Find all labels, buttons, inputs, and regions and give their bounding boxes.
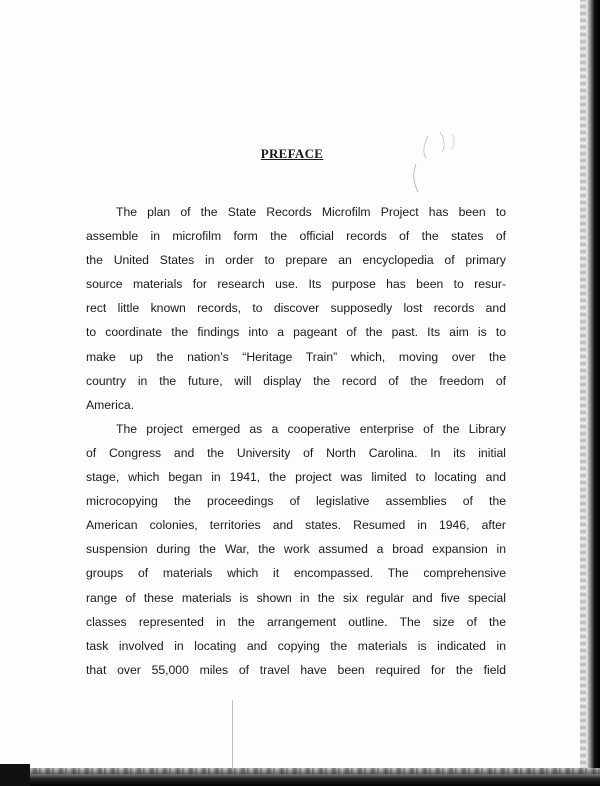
text-line: to coordinate the findings into a pageant of the past. Its aim is to [86, 325, 506, 340]
page-title: PREFACE [260, 146, 324, 161]
text-line: that over 55,000 miles of travel have been required for the field [86, 662, 506, 677]
scan-edge-right [586, 0, 600, 786]
text-line: classes represented in the arrangement outline. The size of the [86, 614, 506, 629]
paragraph-2 [86, 417, 506, 682]
text-line: make up the nation's “Heritage Train” which, moving over the [86, 349, 506, 364]
scan-crease-line [232, 700, 233, 770]
text-line: range of these materials is shown in the six regular and five special [86, 590, 506, 605]
text-line: of Congress and the University of North Carolina. In its initial [86, 445, 506, 460]
preface-body [86, 200, 506, 682]
text-line: microcopying the proceedings of legislative assemblies of the [86, 494, 506, 509]
text-line: America. [86, 397, 135, 412]
text-line: suspension during the War, the work assumed a broad expansion in [86, 542, 506, 557]
text-line: source materials for research use. Its purpose has been to resur- [86, 277, 506, 292]
text-line: The plan of the State Records Microfilm Project has been to [116, 205, 506, 219]
scan-edge-bottom [0, 768, 600, 786]
scan-corner-shadow [0, 764, 30, 786]
text-line: assemble in microfilm form the official records of the states of [86, 229, 506, 244]
text-line: the United States in order to prepare an encyclopedia of primary [86, 253, 506, 268]
pencil-annotation-mark [410, 130, 480, 210]
text-line: stage, which began in 1941, the project was limited to locating and [86, 470, 506, 485]
text-line: American colonies, territories and states. Resumed in 1946, after [86, 518, 506, 533]
text-line: The project emerged as a cooperative enterprise of the Library [116, 421, 506, 436]
paragraph-1 [86, 200, 506, 417]
text-line: groups of materials which it encompassed. The comprehensive [86, 566, 506, 581]
text-line: country in the future, will display the record of the freedom of [86, 373, 506, 388]
text-line: task involved in locating and copying the materials is indicated in [86, 638, 506, 653]
text-line: rect little known records, to discover supposedly lost records and [86, 301, 506, 316]
